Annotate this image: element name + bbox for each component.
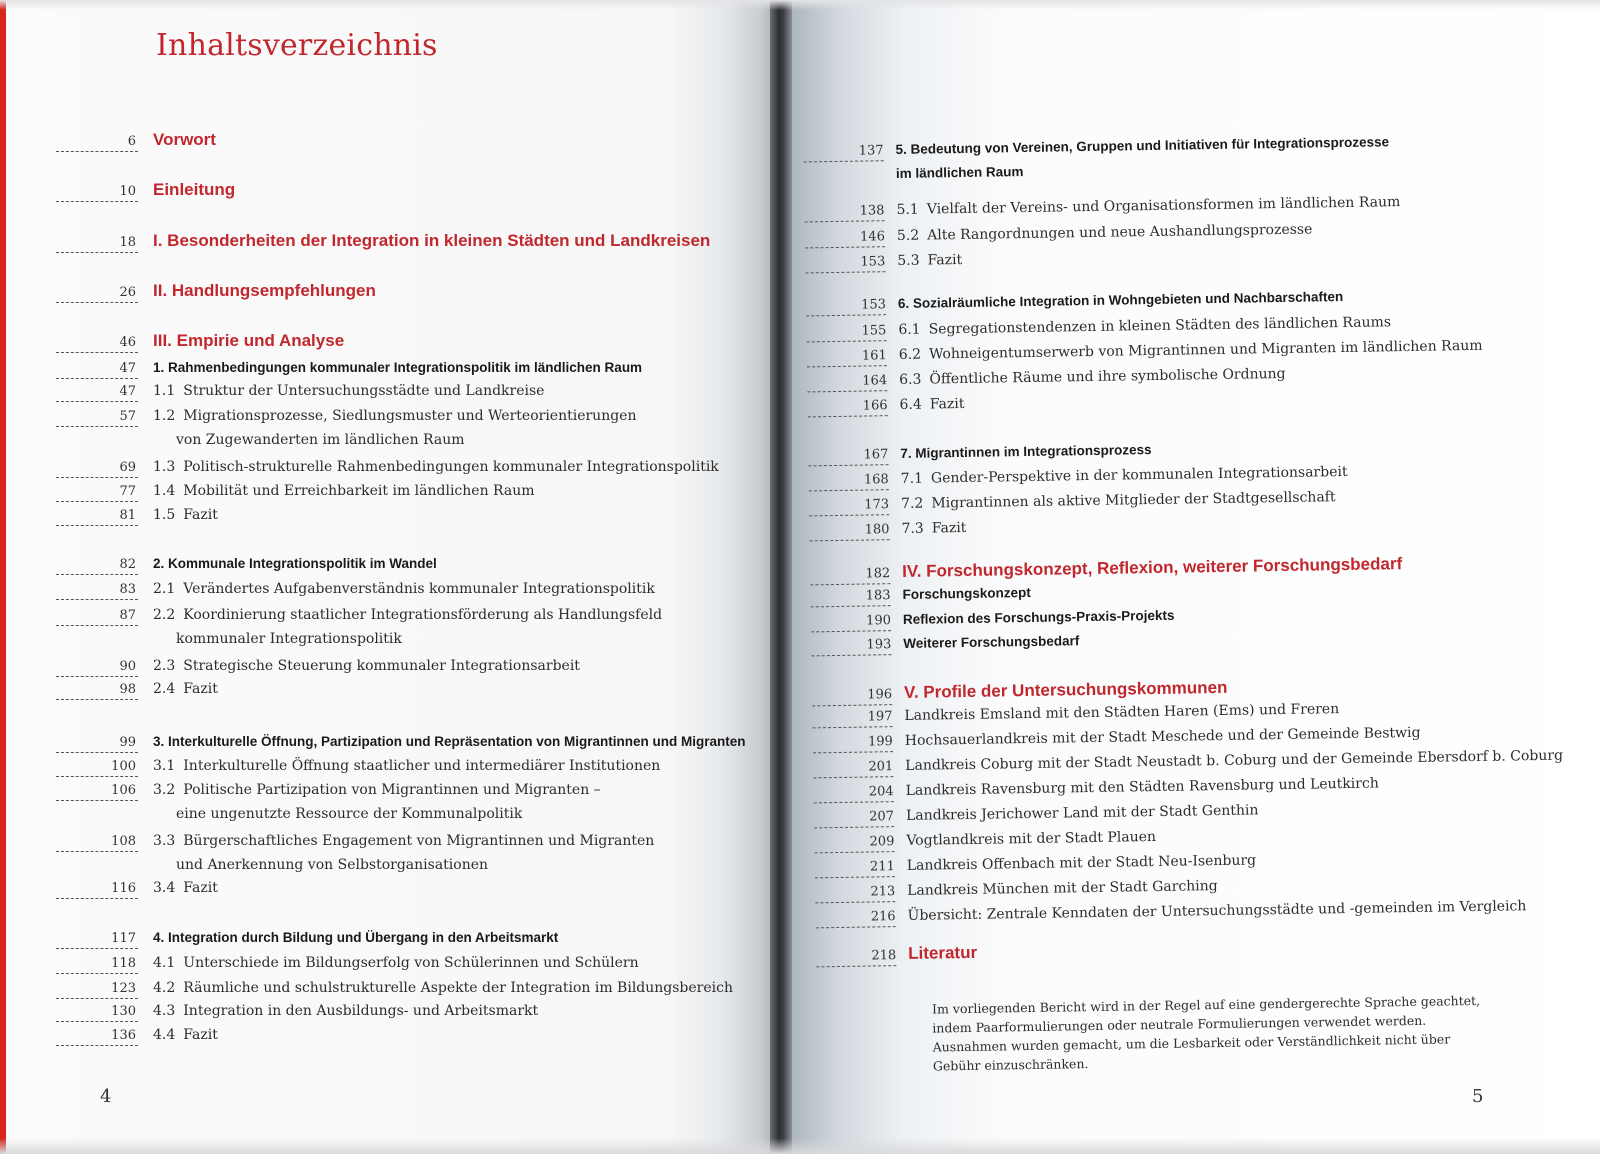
toc-entry-label: Öffentliche Räume und ihre symbolische Ordnung [929,365,1286,388]
toc-page-number: 164 [862,373,888,389]
toc-entry-title [907,852,1257,873]
toc-entry-label: Fazit [931,519,967,537]
toc-page-number: 26 [119,285,136,300]
toc-page-number: 106 [111,783,136,798]
toc-page-number: 166 [862,398,888,414]
toc-leader-dashes [813,726,893,728]
toc-page-number: 123 [111,981,136,996]
toc-leader-dashes [810,583,890,585]
toc-page-number: 108 [111,834,136,849]
toc-section-number: 1.4 [153,483,176,499]
toc-page-number: 69 [119,460,136,475]
toc-entry-title [897,221,1313,244]
toc-entry-label: Forschungskonzept [902,584,1031,602]
toc-entry-label: Hochsauerlandkreis mit der Stadt Meschede und der Gemeinde Bestwig [904,724,1421,749]
toc-section-number: 1.1 [153,383,176,399]
toc-entry-label: Fazit [929,395,965,413]
toc-page-number: 77 [119,484,136,499]
toc-section-number: 5.1 [896,201,919,219]
toc-entry-label: Migrationsprozesse, Siedlungsmuster und Werteorientierungen [183,408,637,424]
toc-entry-label: Fazit [183,880,218,896]
toc-leader-dashes [811,654,891,656]
toc-page-number: 137 [858,143,884,159]
toc-leader-dashes [812,704,892,706]
toc-entry-label: Struktur der Untersuchungsstädte und Landkreise [183,383,545,399]
toc-page-number: 155 [861,323,887,339]
toc-entry-label: Übersicht: Zentrale Kenndaten der Untersuchungsstädte und -gemeinden im Vergleich [907,898,1527,924]
toc-leader-dashes [813,776,893,778]
toc-entry-label: 6. Sozialräumliche Integration in Wohngebieten und Nachbarschaften [897,289,1344,311]
toc-page-number: 168 [863,472,889,488]
toc-entry-label: 2. Kommunale Integrationspolitik im Wandel [153,556,437,571]
toc-page-number: 199 [867,734,893,750]
toc-page-number: 146 [859,229,886,245]
toc-page-number: 98 [119,682,136,697]
page-title: Inhaltsverzeichnis [156,28,438,63]
toc-entry-title [902,585,1030,602]
toc-leader-dashes [815,901,895,903]
toc-entry-title [903,608,1175,627]
toc-entry-label: Landkreis Offenbach mit der Stadt Neu-Isenburg [906,852,1257,874]
toc-section-number: 3.1 [153,758,176,774]
toc-page-number: 82 [119,557,136,572]
toc-entry-title [906,829,1156,849]
toc-entry-title [903,633,1079,651]
toc-leader-dashes [809,514,889,516]
toc-leader-dashes [814,826,894,828]
toc-entry-label: 1. Rahmenbedingungen kommunaler Integrationspolitik im ländlichen Raum [153,360,643,375]
toc-entry-label: Landkreis München mit der Stadt Garching [907,878,1218,899]
toc-page-number: 209 [869,834,895,850]
toc-section-number: 4.2 [153,980,176,996]
toc-entry-title [904,678,1228,703]
toc-entry-label: Verändertes Aufgabenverständnis kommunaler Integrationspolitik [183,581,655,597]
toc-leader-dashes [806,314,886,316]
toc-page-number: 57 [119,409,136,424]
toc-entry-label: IV. Forschungskonzept, Reflexion, weiterer Forschungsbedarf [902,554,1403,581]
toc-entry-label: Vogtlandkreis mit der Stadt Plauen [906,829,1157,849]
toc-entry-label: Einleitung [153,180,236,199]
toc-page-number: 18 [119,235,136,250]
toc-entry-label: Reflexion des Forschungs-Praxis-Projekts [902,607,1175,627]
toc-page-number: 218 [871,948,897,964]
toc-entry-title [896,194,1400,218]
toc-page-number: 182 [865,566,891,582]
toc-entry-title [901,464,1348,487]
toc-page-number: 153 [861,297,887,313]
toc-entry-label: Unterschiede im Bildungserfolg von Schülerinnen und Schülern [183,955,639,971]
toc-entry-title [901,520,966,537]
toc-page-number: 211 [869,859,895,875]
toc-page-number: 196 [867,687,893,703]
toc-leader-dashes [814,801,894,803]
toc-page-number: 153 [860,254,886,270]
toc-leader-dashes [815,851,895,853]
toc-section-number: 3.2 [153,782,176,798]
toc-page-number: 90 [119,659,136,674]
toc-page-number: 190 [866,613,892,629]
toc-section-number: 1.5 [153,507,176,523]
toc-page-number: 118 [111,956,136,971]
toc-leader-dashes [811,605,891,607]
toc-leader-dashes [805,246,885,248]
toc-entry-label: Weiterer Forschungsbedarf [903,633,1080,651]
toc-entry-label: Interkulturelle Öffnung staatlicher und intermediärer Institutionen [183,758,661,774]
toc-section-number: 5.3 [897,252,920,270]
toc-page-number: 180 [864,522,890,538]
toc-leader-dashes [809,489,889,491]
toc-section-number: 6.4 [899,396,922,413]
toc-page-number: 136 [111,1028,136,1043]
toc-leader-dashes [808,415,888,417]
toc-entry-label: Migrantinnen als aktive Mitglieder der Stadtgesellschaft [931,489,1336,512]
toc-entry-label: Landkreis Ravensburg mit den Städten Ravensburg und Leutkirch [905,775,1379,799]
toc-entry-title [902,554,1402,582]
toc-section-number: 1.3 [153,459,176,475]
toc-section-number: 7.3 [901,520,924,537]
toc-entry-label: Vielfalt der Vereins- und Organisationsformen im ländlichen Raum [926,194,1401,218]
toc-section-number: 3.4 [153,880,176,896]
toc-section-number: 1.2 [153,408,176,424]
toc-section-number: 4.1 [153,955,176,971]
toc-section-number: 6.2 [898,346,922,363]
toc-entry-title [899,396,964,413]
toc-leader-dashes [807,340,887,342]
toc-entry-label: II. Handlungsempfehlungen [153,281,376,300]
toc-entry-label: Landkreis Emsland mit den Städten Haren (Ems) und Freren [904,701,1340,724]
toc-entry-label: Strategische Steuerung kommunaler Integrationsarbeit [183,658,580,674]
toc-page-number: 83 [119,582,136,597]
toc-entry-label: Integration in den Ausbildungs- und Arbeitsmarkt [183,1003,539,1019]
toc-entry-label: Politisch-strukturelle Rahmenbedingungen kommunaler Integrationspolitik [183,459,719,475]
toc-entry-title [906,802,1259,824]
toc-page-number: 47 [119,361,136,376]
toc-entry-label: III. Empirie und Analyse [153,331,345,350]
toc-entry-continuation: kommunaler Integrationspolitik [176,631,402,647]
toc-entry-label: Wohneigentumserwerb von Migrantinnen und Migranten im ländlichen Raum [928,337,1483,363]
toc-page-number: 81 [119,508,136,523]
toc-leader-dashes [816,926,896,928]
toc-section-number: 7.1 [900,470,924,487]
gender-language-note: Im vorliegenden Bericht wird in der Regel auf eine gendergerechte Sprache geachtet, indem Paarformulierungen oder neutrale Formulierungen verwendet werden. Ausnahmen wurden gemacht, um die Lesbarkeit oder Verständlichkeit nicht über Gebühr einzuschränken. [931,992,1481,1074]
toc-section-number: 2.2 [153,607,176,623]
toc-page-number: 87 [119,608,136,623]
toc-page-number: 167 [863,447,889,463]
toc-entry [0,131,1594,182]
toc-entry-title [901,489,1336,512]
toc-section-number: 4.3 [153,1003,176,1019]
toc-leader-dashes [807,365,887,367]
toc-section-number: 5.2 [896,227,920,245]
toc-page-number: 193 [866,637,892,653]
toc-entry-title [908,943,977,964]
toc-entry-label: Gender-Perspektive in der kommunalen Integrationsarbeit [930,463,1348,487]
toc-page-number: 10 [119,184,136,199]
toc-page-number: 47 [119,384,136,399]
toc-page-number: 117 [111,931,136,946]
toc-entry-label: V. Profile der Untersuchungskommunen [903,677,1228,702]
toc-section-number: 7.2 [900,495,924,512]
toc-entry-label: 4. Integration durch Bildung und Übergang in den Arbeitsmarkt [153,930,559,945]
toc-page-number: 161 [861,348,887,364]
toc-entry-label: Politische Partizipation von Migrantinnen und Migranten – [183,782,601,798]
toc-entry-label: 7. Migrantinnen im Integrationsprozess [900,442,1152,461]
toc-page-number: 99 [119,735,136,750]
toc-leader-dashes [804,160,884,162]
toc-page-number: 201 [868,759,894,775]
toc-entry-label: I. Besonderheiten der Integration in kleinen Städten und Landkreisen [153,231,711,250]
toc-page-number: 207 [869,809,895,825]
toc-leader-dashes [816,965,896,967]
toc-page-number: 213 [870,884,896,900]
toc-entry-title [898,289,1344,311]
toc-entry-label: Fazit [183,1027,218,1043]
toc-leader-dashes [813,751,893,753]
toc-entry-label: Alte Rangordnungen und neue Aushandlungsprozesse [927,221,1313,244]
toc-page-number: 100 [111,759,136,774]
toc-entry-label: Segregationstendenzen in kleinen Städten des ländlichen Raums [928,314,1392,338]
toc-page-number: 173 [864,497,890,513]
toc-entry-title [906,776,1379,799]
toc-section-number: 6.1 [898,321,921,338]
toc-entry-title [900,442,1152,461]
toc-entry-title [907,878,1218,899]
toc-entry-continuation: und Anerkennung von Selbstorganisationen [176,857,489,873]
toc-entry-label: Landkreis Coburg mit der Stadt Neustadt b. Coburg und der Gemeinde Ebersdorf b. Coburg [905,747,1564,774]
toc-section-number: 6.3 [899,371,922,388]
toc-section-number: 2.4 [153,681,176,697]
toc-entry-label: 5. Bedeutung von Vereinen, Gruppen und Initiativen für Integrationsprozesse [895,134,1390,158]
toc-entry-label: Fazit [927,251,963,269]
toc-page-number: 138 [859,203,885,219]
toc-leader-dashes [805,271,885,273]
toc-page-number: 183 [865,588,891,604]
toc-page-number: 116 [111,881,136,896]
toc-entry-label: Literatur [908,942,978,963]
toc-page-number: 130 [111,1004,136,1019]
toc-entry-label: 3. Interkulturelle Öffnung, Partizipation und Repräsentation von Migrantinnen und Migranten [153,734,746,749]
toc-entry-label: Koordinierung staatlicher Integrationsförderung als Handlungsfeld [183,607,663,623]
toc-leader-dashes [807,390,887,392]
toc-entry-label: Landkreis Jerichower Land mit der Stadt Genthin [905,802,1259,824]
toc-entry-label: Mobilität und Erreichbarkeit im ländlichen Raum [183,483,535,499]
toc-entry-label: Bürgerschaftliches Engagement von Migrantinnen und Migranten [183,833,655,849]
toc-leader-dashes [815,876,895,878]
toc-entry-title [897,252,962,269]
toc-section-number: 3.3 [153,833,176,849]
toc-leader-dashes [805,220,885,222]
toc-section-number: 2.1 [153,581,176,597]
toc-page-number: 204 [868,784,894,800]
toc-leader-dashes [811,630,891,632]
toc-entry-title [899,366,1286,388]
toc-page-number: 216 [870,909,896,925]
toc-entry-label: Räumliche und schulstrukturelle Aspekte der Integration im Bildungsbereich [183,980,733,996]
page-number-right: 5 [1472,1086,1484,1107]
toc-entry-continuation: von Zugewanderten im ländlichen Raum [176,432,465,448]
toc-entry-title [904,701,1339,724]
page-number-left: 4 [100,1086,112,1107]
toc-page-number: 6 [127,134,136,149]
toc-leader-dashes [810,539,890,541]
toc-entry-label: Vorwort [153,130,216,149]
toc-entry-title [895,134,1389,157]
toc-entry-label: Fazit [183,681,218,697]
toc-section-number: 4.4 [153,1027,176,1043]
toc-entry-continuation: im ländlichen Raum [895,164,1024,182]
toc-section-number: 2.3 [153,658,176,674]
toc-page-number: 46 [119,335,136,350]
toc-entry-continuation: eine ungenutzte Ressource der Kommunalpolitik [176,806,523,822]
toc-entry-title [898,314,1391,338]
toc-page-number: 197 [867,709,893,725]
toc-leader-dashes [809,464,889,466]
toc-entry-label: Fazit [183,507,218,523]
